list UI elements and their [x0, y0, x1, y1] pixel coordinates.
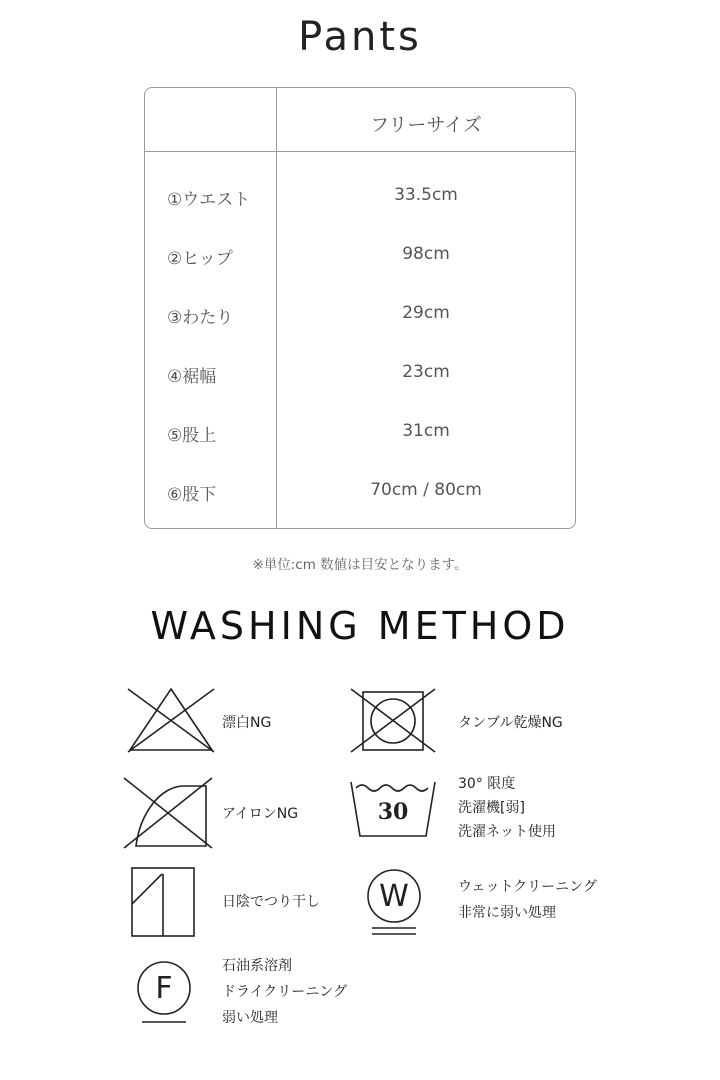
- bleach-ng-icon: [124, 686, 218, 754]
- row-value: 29cm: [402, 303, 450, 323]
- table-row: [145, 358, 575, 388]
- row-label: ⑤股上: [167, 426, 217, 446]
- page-title: Pants: [298, 14, 422, 60]
- wet-cleaning-letter: W: [379, 879, 409, 914]
- row-label: ④裾幅: [167, 367, 217, 387]
- table-divider-horizontal: [145, 151, 575, 152]
- wet-cleaning-strength-label: 非常に弱い処理: [458, 905, 556, 921]
- table-row: [145, 299, 575, 329]
- dry-cleaning-label: ドライクリーニング: [222, 984, 348, 1000]
- row-label: ②ヒップ: [167, 249, 233, 269]
- shade-line-dry-label: 日陰でつり干し: [222, 894, 320, 910]
- table-row: [145, 181, 575, 211]
- shade-line-dry-icon: [130, 866, 196, 938]
- tumble-dry-ng-label: タンブル乾燥NG: [458, 715, 563, 731]
- iron-ng-icon: [120, 774, 216, 850]
- row-value: 33.5cm: [394, 185, 458, 205]
- dry-cleaning-strength-label: 弱い処理: [222, 1010, 278, 1026]
- size-table: [144, 87, 576, 529]
- dry-cleaning-letter: F: [155, 971, 173, 1006]
- wash-net-label: 洗濯ネット使用: [458, 824, 556, 840]
- row-value: 31cm: [402, 421, 450, 441]
- row-value: 70cm / 80cm: [370, 480, 482, 500]
- wash-temp-limit-label: 30° 限度: [458, 776, 516, 792]
- row-label: ①ウエスト: [167, 190, 251, 210]
- wash-temperature: 30: [377, 799, 409, 825]
- tumble-dry-ng-icon: [348, 686, 438, 754]
- row-value: 23cm: [402, 362, 450, 382]
- table-column-header: フリーサイズ: [370, 114, 482, 136]
- row-value: 98cm: [402, 244, 450, 264]
- wet-cleaning-label: ウェットクリーニング: [458, 879, 597, 895]
- iron-ng-label: アイロンNG: [222, 806, 299, 822]
- row-label: ③わたり: [167, 308, 234, 328]
- table-row: [145, 240, 575, 270]
- table-row: [145, 417, 575, 447]
- bleach-ng-label: 漂白NG: [222, 715, 272, 731]
- dry-solvent-label: 石油系溶剤: [222, 958, 292, 974]
- washing-title: WASHING METHOD: [150, 604, 570, 648]
- wash-machine-label: 洗濯機[弱]: [458, 800, 525, 816]
- row-label: ⑥股下: [167, 485, 217, 505]
- table-row: [145, 476, 575, 506]
- unit-note: ※単位:cm 数値は目安となります。: [252, 557, 468, 573]
